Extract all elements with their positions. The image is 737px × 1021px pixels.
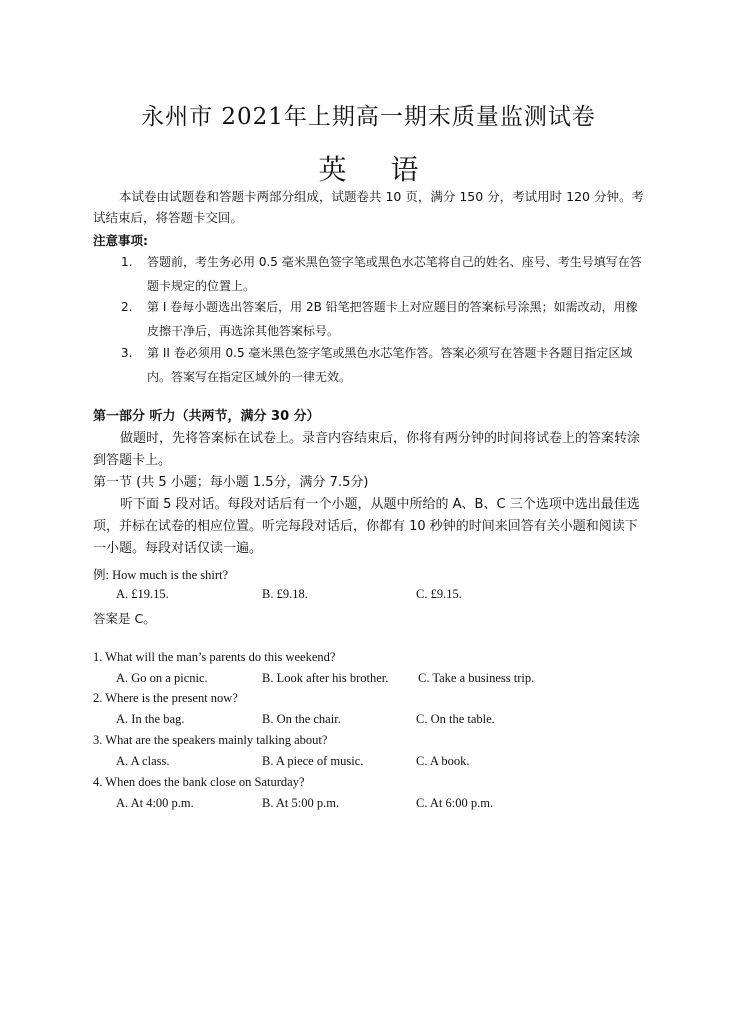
question-2: 2. Where is the present now? [93,691,238,705]
note-item [121,295,646,343]
note-text: 答题前，考生务必用 0.5 毫米黑色签字笔或黑色水芯笔将自己的姓名、座号、考生号填写在答题卡规定的位置上。 [147,255,642,293]
question-1-option-b: B. Look after his brother. [262,671,389,685]
question-1-option-c: C. Take a business trip. [418,671,535,685]
note-number: 1. [121,255,133,269]
question-1: 1. What will the man’s parents do this weekend? [93,650,336,664]
example-question: 例: How much is the shirt? [93,568,229,582]
example-option-c: C. £9.15. [416,587,462,601]
part1-instruction: 做题时，先将答案标在试卷上。录音内容结束后，你将有两分钟的时间将试卷上的答案转涂到答题卡上。 [93,431,641,468]
note-item [121,341,646,389]
section1-instruction: 听下面 5 段对话。每段对话后有一个小题，从题中所给的 A、B、C 三个选项中选出最佳选项，并标在试卷的相应位置。听完每段对话后，你都有 10 秒钟的时间来回答有关小题和阅读下一小题。每段对话仅读一遍。 [93,497,640,556]
note-item [121,250,646,298]
example-option-a: A. £19.15. [116,587,169,601]
subject-title: 英语 [318,153,463,186]
example-answer: 答案是 C。 [93,611,156,626]
question-3-option-b: B. A piece of music. [262,754,364,768]
exam-title: 永州市 2021年上期高一期末质量监测试卷 [141,104,596,130]
question-4-option-a: A. At 4:00 p.m. [116,796,194,810]
section1-heading: 第一节 (共 5 小题；每小题 1.5分，满分 7.5分) [93,475,369,490]
exam-intro: 本试卷由试题卷和答题卡两部分组成，试题卷共 10 页，满分 150 分，考试用时 120 分钟。考试结束后，将答题卡交回。 [93,189,644,225]
question-1-option-a: A. Go on a picnic. [116,671,208,685]
question-2-option-a: A. In the bag. [116,712,185,726]
note-number: 3. [121,346,133,360]
question-4-option-c: C. At 6:00 p.m. [416,796,494,810]
note-text: 第 I 卷每小题选出答案后，用 2B 铅笔把答题卡上对应题目的答案标号涂黑；如需改动，用橡皮擦干净后，再选涂其他答案标号。 [147,300,638,338]
question-3-option-a: A. A class. [116,754,170,768]
question-2-option-b: B. On the chair. [262,712,341,726]
question-3: 3. What are the speakers mainly talking about? [93,733,328,747]
part1-heading: 第一部分 听力（共两节，满分 30 分） [93,409,320,424]
question-3-option-c: C. A book. [416,754,470,768]
notes-heading: 注意事项: [93,233,148,248]
question-4-option-b: B. At 5:00 p.m. [262,796,340,810]
example-option-b: B. £9.18. [262,587,308,601]
note-number: 2. [121,300,133,314]
question-2-option-c: C. On the table. [416,712,495,726]
question-4: 4. When does the bank close on Saturday? [93,775,305,789]
note-text: 第 II 卷必须用 0.5 毫米黑色签字笔或黑色水芯笔作答。答案必须写在答题卡各题目指定区域内。答案写在指定区域外的一律无效。 [147,346,633,384]
